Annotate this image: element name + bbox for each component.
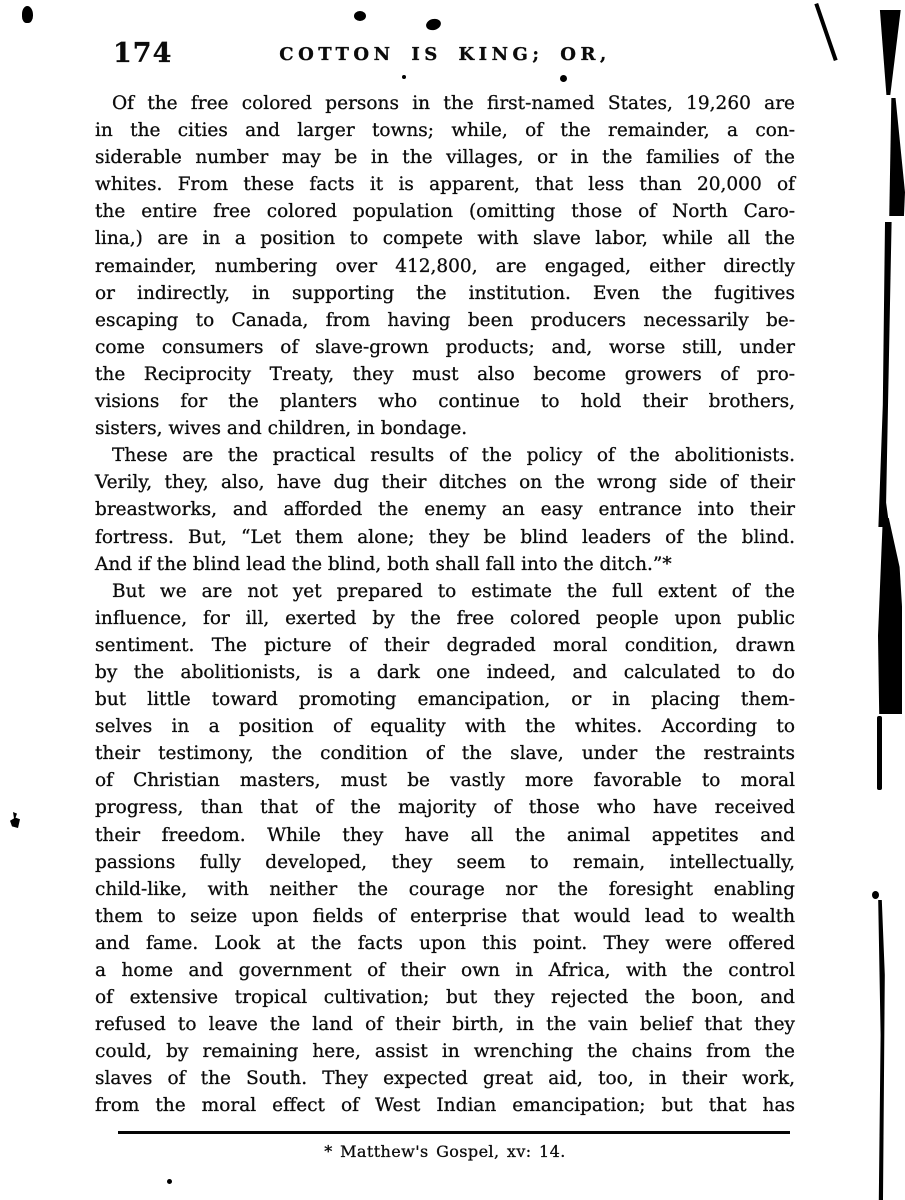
running-title: COTTON IS KING; OR,: [279, 44, 611, 65]
text-line: their testimony, the condition of the slave, under the restraints: [95, 743, 795, 765]
text-line: breastworks, and afforded the enemy an easy entrance into their: [95, 499, 795, 521]
text-line: And if the blind lead the blind, both shall fall into the ditch.”*: [95, 553, 672, 575]
text-line: whites. From these facts it is apparent, that less than 20,000 of: [95, 174, 795, 196]
text-line: Of the free colored persons in the first-named States, 19,260 are: [112, 93, 795, 114]
text-line: by the abolitionists, is a dark one indeed, and calculated to do: [95, 661, 795, 683]
scan-artifact-ink-dot: [167, 1179, 172, 1184]
text-line: influence, for ill, exerted by the free colored people upon public: [95, 607, 795, 629]
text-line: progress, than that of the majority of those who have received: [95, 797, 795, 819]
scan-artifact-ink-dot: [872, 891, 879, 899]
text-line: lina,) are in a position to compete with slave labor, while all the: [95, 228, 795, 250]
scan-artifact-edge-line: [877, 716, 882, 790]
scan-artifact-ink-dot: [560, 75, 567, 82]
paragraph: [95, 578, 795, 1120]
footnote-rule: [118, 1131, 790, 1134]
scan-artifact-edge-bar: [878, 518, 902, 714]
paragraph: [95, 442, 795, 577]
scan-artifact-edge-streak: [874, 222, 896, 527]
text-line: could, by remaining here, assist in wrenching the chains from the: [95, 1041, 795, 1063]
text-line: fortress. But, “Let them alone; they be blind leaders of the blind.: [95, 526, 795, 548]
text-line: them to seize upon fields of enterprise that would lead to wealth: [95, 905, 795, 927]
text-line: of Christian masters, must be vastly more favorable to moral: [95, 770, 795, 792]
text-line: siderable number may be in the villages, or in the families of the: [95, 147, 795, 169]
text-line: a home and government of their own in Africa, with the control: [95, 960, 795, 981]
text-line: selves in a position of equality with the whites. According to: [95, 716, 795, 738]
scan-artifact-ink-dot: [402, 75, 406, 79]
scan-artifact-scratch: [814, 3, 837, 61]
scan-artifact-ink-dot: [354, 11, 366, 21]
text-line: visions for the planters who continue to hold their brothers,: [95, 391, 795, 413]
text-line: sentiment. The picture of their degraded moral condition, drawn: [95, 634, 795, 656]
footnote-text: * Matthew's Gospel, xv: 14.: [324, 1142, 566, 1161]
scan-artifact-edge-wedge: [884, 98, 905, 216]
text-line: from the moral effect of West Indian emancipation; but that has: [95, 1095, 795, 1117]
text-line: child-like, with neither the courage nor the foresight enabling: [95, 878, 795, 900]
text-line: the entire free colored population (omitting those of North Caro-: [95, 201, 795, 223]
text-line: passions fully developed, they seem to remain, intellectually,: [95, 851, 795, 873]
text-line: Verily, they, also, have dug their ditches on the wrong side of their: [95, 472, 795, 494]
page-number: 174: [113, 38, 173, 69]
scan-artifact-edge-wedge: [876, 10, 902, 95]
text-line: remainder, numbering over 412,800, are engaged, either directly: [95, 255, 795, 277]
text-line: escaping to Canada, from having been producers necessarily be-: [95, 309, 795, 331]
text-line: of extensive tropical cultivation; but they rejected the boon, and: [95, 987, 795, 1009]
text-line: or indirectly, in supporting the institution. Even the fugitives: [95, 282, 795, 304]
text-line: refused to leave the land of their birth, in the vain belief that they: [95, 1014, 795, 1036]
body-text: [95, 90, 795, 1120]
text-line: come consumers of slave-grown products; and, worse still, under: [95, 336, 795, 358]
text-line: These are the practical results of the policy of the abolitionists.: [112, 445, 795, 467]
text-line: their freedom. While they have all the animal appetites and: [95, 824, 795, 846]
scan-artifact-ink-dot: [425, 17, 442, 32]
text-line: but little toward promoting emancipation, or in placing them-: [95, 689, 795, 711]
text-line: and fame. Look at the facts upon this point. They were offered: [95, 932, 795, 954]
scan-artifact-top-left-blob: [22, 6, 33, 23]
text-line: in the cities and larger towns; while, of the remainder, a con-: [95, 120, 795, 142]
scan-artifact-left-smudge: [10, 812, 20, 828]
paragraph: [95, 90, 795, 442]
scan-artifact-edge-streak: [874, 900, 886, 1200]
text-line: slaves of the South. They expected great aid, too, in their work,: [95, 1068, 795, 1090]
text-line: the Reciprocity Treaty, they must also become growers of pro-: [95, 363, 795, 385]
text-line: sisters, wives and children, in bondage.: [95, 418, 468, 440]
text-line: But we are not yet prepared to estimate the full extent of the: [112, 580, 795, 602]
